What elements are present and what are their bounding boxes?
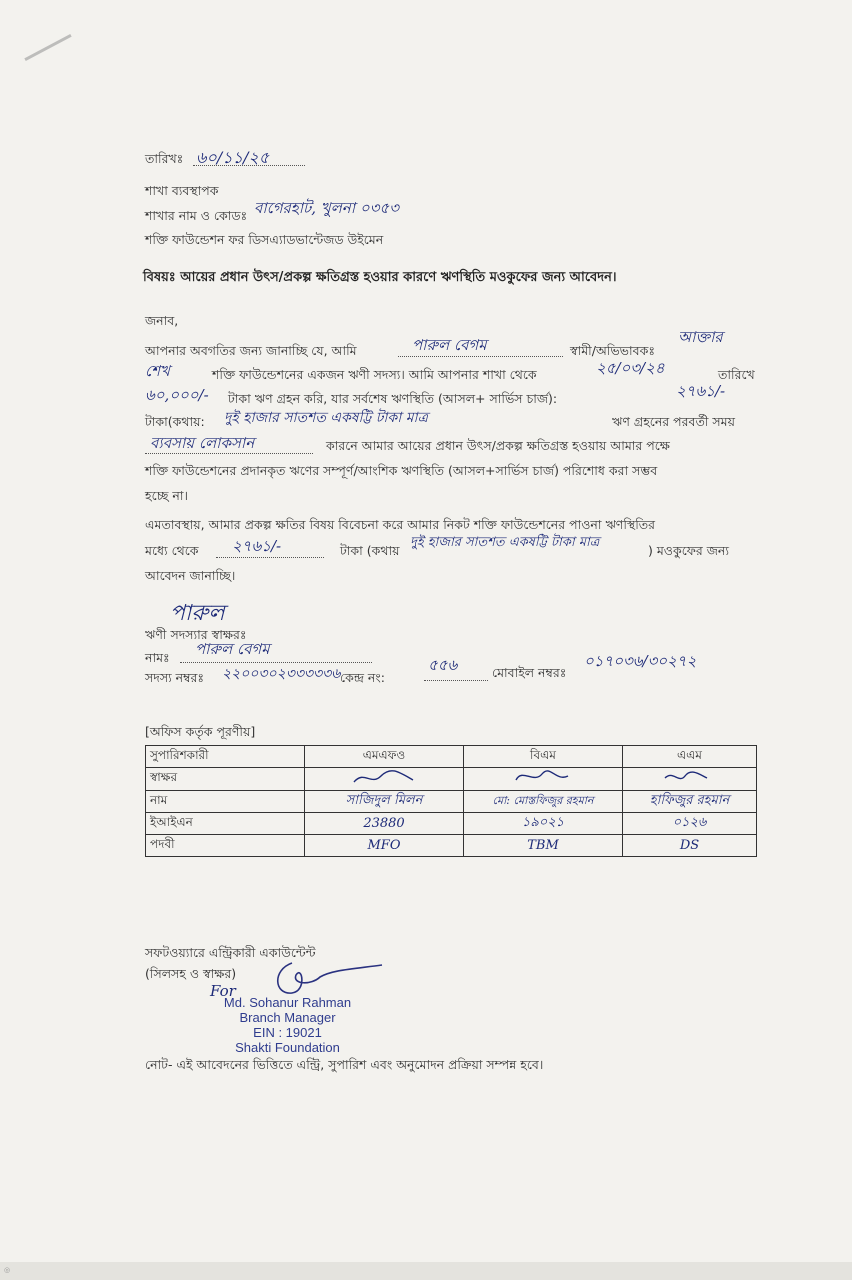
para1-text-10: হচ্ছে না। [145,488,188,503]
table-row [146,813,757,835]
addressee-line: শাখা ব্যবস্থাপক [145,183,219,198]
name-underline [398,356,563,357]
date-underline [193,165,305,166]
branch-label: শাখার নাম ও কোডঃ [145,208,248,223]
signature-mark [464,768,623,791]
center-underline [424,680,488,681]
camera-watermark-icon: ◎ [4,1266,11,1274]
table-cell: পদবী [146,835,305,857]
seal-sign-label: (সিলসহ ও স্বাক্ষর) [145,966,237,981]
table-cell: নাম [146,791,305,813]
date-value: ৬০/১১/২৫ [196,148,270,167]
org-name: শক্তি ফাউন্ডেশন ফর ডিসএ্যাডভান্টেজড উইমেন [145,232,384,247]
page-bottom-edge [0,1262,852,1280]
table-cell: মো: মোস্তফিজুর রহমান [464,791,623,813]
stamp-line: Branch Manager [239,1010,336,1025]
member-id-label: সদস্য নম্বরঃ [145,670,205,685]
center-label: কেন্দ্র নং: [340,670,385,685]
table-header-cell: এমএফও [305,746,464,768]
table-header-cell: বিএম [464,746,623,768]
loan-date-handwritten: ২৫/০৩/২৪ [596,359,665,377]
signature-scribble-icon [349,768,419,786]
para1-text-1: আপনার অবগতির জন্য জানাচ্ছি যে, আমি [145,343,357,358]
reason-handwritten: ব্যবসায় লোকসান [150,434,255,452]
table-cell: TBM [464,835,623,857]
branch-value: বাগেরহাট, খুলনা ০৩৫৩ [254,199,399,217]
para1-text-8: কারনে আমার আয়ের প্রধান উৎস/প্রকল্প ক্ষতিগ্রস্ত হওয়ায় আমার পক্ষে [326,438,670,453]
center-value: ৫৫৬ [428,656,458,674]
stamp-line: Shakti Foundation [235,1040,340,1055]
para1-text-3: শক্তি ফাউন্ডেশনের একজন ঋণী সদস্য। আমি আপনার শাখা থেকে [212,367,537,382]
table-cell: ইআইএন [146,813,305,835]
member-name-value: পারুল বেগম [195,640,270,658]
table-header-cell: সুপারিশকারী [146,746,305,768]
amount-words-handwritten: দুই হাজার সাতশত একষট্টি টাকা মাত্র [224,410,428,426]
signature-label: ঋণী সদস্যার স্বাক্ষরঃ [145,627,247,642]
para1-text-2: স্বামী/অভিভাবকঃ [570,343,655,358]
para1-text-9: শক্তি ফাউন্ডেশনের প্রদানকৃত ঋণের সম্পূর্ণ/আংশিক ঋণস্থিতি (আসল+সার্ভিস চার্জ) পরিশোধ করা সম্ভব [145,463,658,478]
branch-manager-stamp [200,995,375,1055]
guardian-handwritten: আক্তার [678,328,723,346]
waive-words-handwritten: দুই হাজার সাতশত একষট্টি টাকা মাত্র [410,535,600,550]
para2-text-2: মধ্যে থেকে [145,543,199,558]
name-label: নামঃ [145,650,170,665]
para2-text-5: আবেদন জানাচ্ছি। [145,568,236,583]
signature-scribble-icon [508,768,578,786]
footnote: নোট- এই আবেদনের ভিত্তিতে এন্ট্রি, সুপারিশ এবং অনুমোদন প্রক্রিয়া সম্পন্ন হবে। [145,1057,544,1072]
loan-amount-handwritten: ৬০,০০০/- [145,386,209,404]
mobile-value: ০১৭০৩৬/৩০২৭২ [584,652,697,670]
member-id-value: ২২০০৩০২৩৩৩৩৩৬ [222,666,341,682]
para2-text-3: টাকা (কথায় [340,543,400,558]
paper-scratch-mark [24,34,71,61]
member-signature: পারুল [170,601,225,626]
member-name-handwritten: পারুল বেগম [412,336,487,354]
table-cell: স্বাক্ষর [146,768,305,791]
waive-amount-handwritten: ২৭৬১/- [232,537,282,555]
approval-table [145,745,757,857]
guardian-cont-handwritten: শেখ [145,362,170,380]
date-label: তারিখঃ [145,151,184,166]
table-row [146,791,757,813]
signature-scribble-icon [655,768,725,786]
subject-line: বিষয়ঃ আয়ের প্রধান উৎস/প্রকল্প ক্ষতিগ্রস্ত হওয়ার কারণে ঋণস্থিতি মওকুফের জন্য আবেদন। [143,270,617,285]
mobile-label: মোবাইল নম্বরঃ [492,665,567,680]
stamp-line: EIN : 19021 [253,1025,322,1040]
table-row [146,768,757,791]
balance-handwritten: ২৭৬১/- [676,382,726,400]
signature-mark [305,768,464,791]
table-cell: ০১২৬ [623,813,757,835]
table-cell: হাফিজুর রহমান [623,791,757,813]
accountant-label: সফটওয়্যারে এন্ট্রিকারী একাউন্টেন্ট [145,945,316,960]
para1-text-6: টাকা(কথায়: [145,414,205,429]
para1-text-4: তারিখে [718,367,755,382]
salutation: জনাব, [145,313,179,328]
para2-text-4: ) মওকুফের জন্য [648,543,730,558]
reason-underline [145,453,313,454]
table-cell: 23880 [305,813,464,835]
table-cell: DS [623,835,757,857]
waive-underline [216,557,324,558]
para2-text-1: এমতাবস্থায়, আমার প্রকল্প ক্ষতির বিষয় বিবেচনা করে আমার নিকট শক্তি ফাউন্ডেশনের পাওনা ঋণস্থিতির [145,517,656,532]
for-handwritten: For [210,982,236,1000]
table-header-row [146,746,757,768]
table-cell: ১৯০২১ [464,813,623,835]
signature-mark [623,768,757,791]
stamp-line: Md. Sohanur Rahman [223,995,352,1010]
table-header-cell: এএম [623,746,757,768]
table-cell: সাজিদুল মিলন [305,791,464,813]
table-row [146,835,757,857]
office-use-label: [অফিস কর্তৃক পূরণীয়] [145,724,256,739]
para1-text-5: টাকা ঋণ গ্রহন করি, যার সর্বশেষ ঋণস্থিতি (আসল+ সার্ভিস চার্জ): [228,391,558,406]
para1-text-7: ঋণ গ্রহনের পরবর্তী সময় [612,414,735,429]
table-cell: MFO [305,835,464,857]
